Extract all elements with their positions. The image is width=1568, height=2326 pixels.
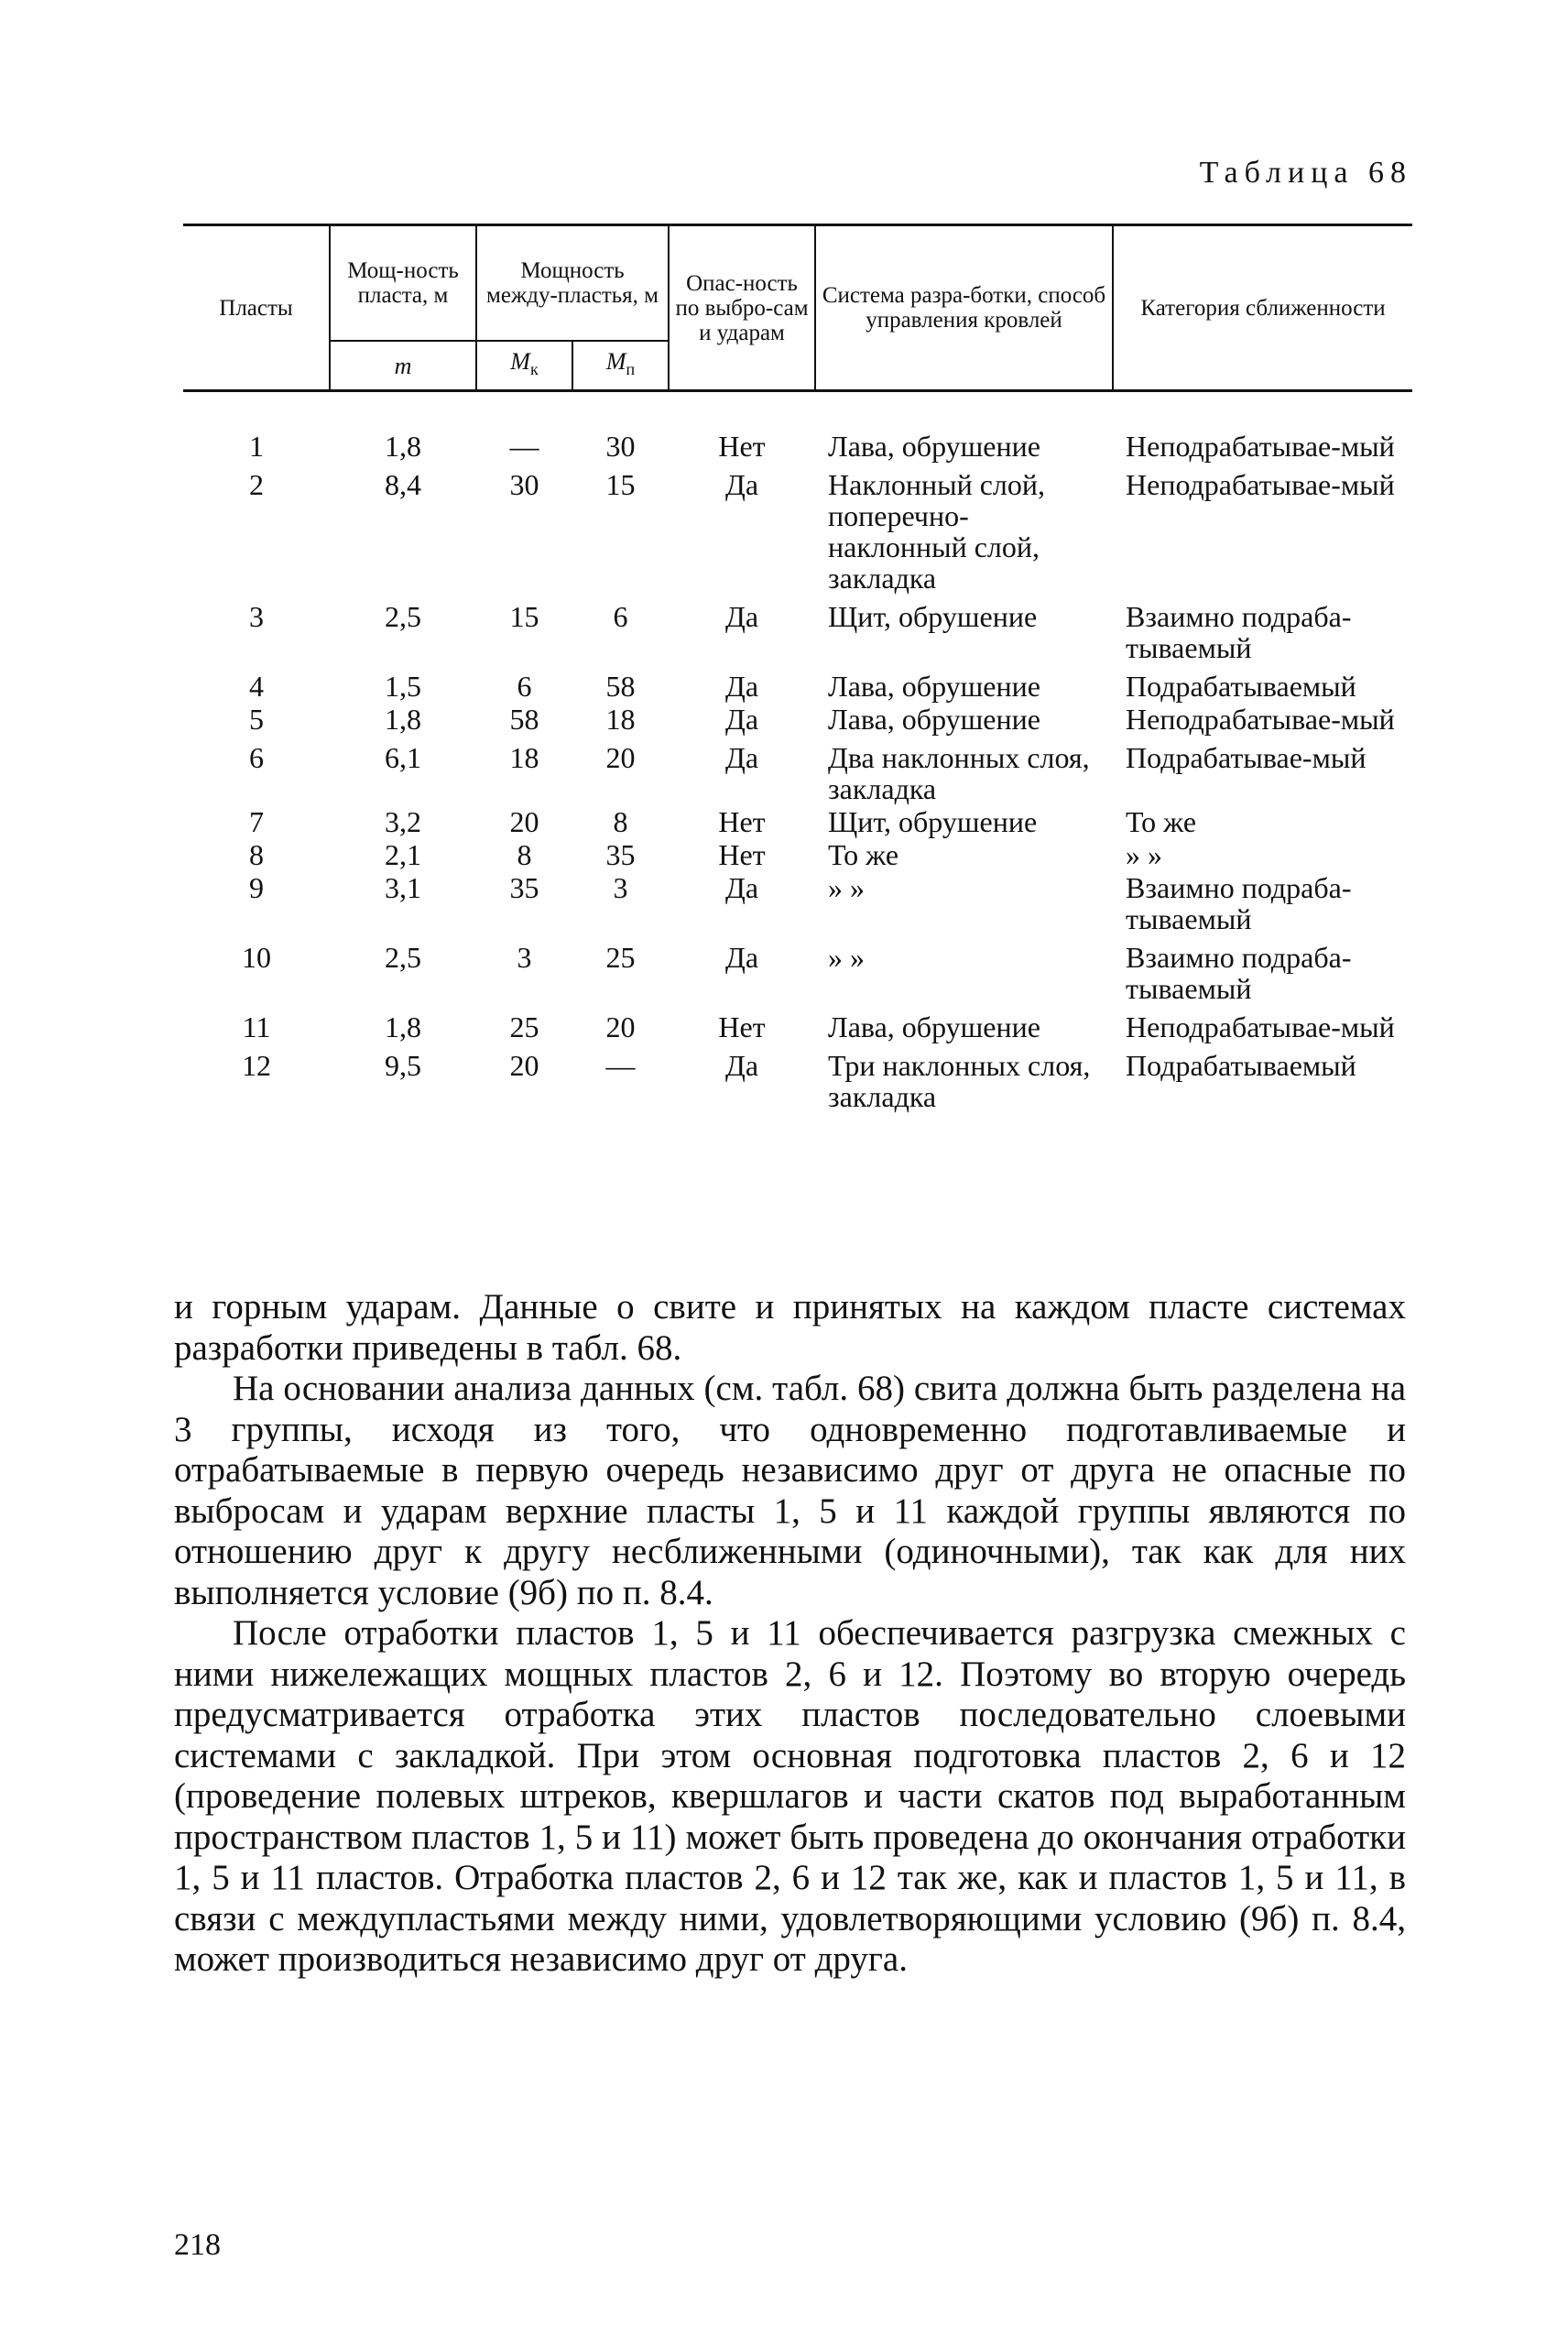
- cell-mp: 30: [605, 430, 636, 463]
- cell-m: 8,4: [385, 468, 421, 501]
- header-kategoriya: Категория сближенности: [1113, 225, 1412, 391]
- cell-m: 2,5: [385, 600, 421, 633]
- cell-mp: 6: [613, 600, 628, 633]
- table-row: [183, 839, 1412, 872]
- subheader-mk: $M_к$: [476, 341, 572, 391]
- cell-mk: 25: [509, 1010, 539, 1043]
- table-row: [183, 742, 1412, 806]
- page-number: 218: [174, 2228, 221, 2262]
- cell-category: Неподрабатывае-мый: [1126, 703, 1395, 736]
- table-row: [183, 704, 1412, 742]
- cell-m: 2,1: [385, 838, 421, 871]
- cell-system: Щит, обрушение: [828, 805, 1038, 838]
- table-row: [183, 671, 1412, 704]
- cell-danger: Нет: [718, 838, 766, 871]
- cell-category: Неподрабатывае-мый: [1126, 1010, 1395, 1043]
- cell-mk: 58: [509, 703, 539, 736]
- cell-mp: 3: [613, 871, 628, 904]
- cell-mk: 35: [509, 871, 539, 904]
- cell-danger: Да: [724, 741, 759, 774]
- table-row: [183, 942, 1412, 1011]
- cell-mk: —: [509, 430, 539, 463]
- table-row: [183, 469, 1412, 601]
- table-row: [183, 806, 1412, 839]
- seam-table: [183, 224, 1412, 1119]
- cell-mk: 15: [509, 600, 539, 633]
- subheader-mp: $M_п$: [572, 341, 669, 391]
- cell-category: То же: [1126, 805, 1197, 838]
- cell-num: 6: [249, 741, 264, 774]
- cell-m: 6,1: [385, 741, 421, 774]
- header-moshchnost: Мощ-ность пласта, м: [330, 225, 476, 342]
- cell-m: 1,8: [385, 430, 421, 463]
- header-plasty: Пласты: [183, 225, 330, 391]
- table-caption: Таблица 68: [1199, 156, 1412, 190]
- cell-num: 7: [249, 805, 264, 838]
- cell-category: Подрабатывае-мый: [1126, 741, 1367, 774]
- cell-system: Щит, обрушение: [828, 600, 1038, 633]
- cell-danger: Да: [724, 670, 759, 703]
- cell-num: 8: [249, 838, 264, 871]
- cell-system: Лава, обрушение: [828, 1010, 1040, 1043]
- paragraph: и горным ударам. Данные о свите и принятых на каждом пласте системах разработки приведены в табл. 68.: [174, 1287, 1406, 1368]
- cell-system: Лава, обрушение: [828, 670, 1040, 703]
- cell-m: 9,5: [385, 1049, 421, 1082]
- cell-system: Лава, обрушение: [828, 430, 1040, 463]
- cell-system: Три наклонных слоя, закладка: [828, 1049, 1091, 1113]
- table-row: [183, 1050, 1412, 1119]
- cell-mk: 20: [509, 805, 539, 838]
- cell-danger: Да: [724, 468, 759, 501]
- cell-m: 3,1: [385, 871, 421, 904]
- cell-num: 2: [249, 468, 264, 501]
- header-sistema: Система разра-ботки, способ управления кровлей: [815, 225, 1113, 391]
- cell-num: 5: [249, 703, 264, 736]
- cell-mk: 18: [509, 741, 539, 774]
- cell-mp: 20: [605, 741, 636, 774]
- cell-m: 1,5: [385, 670, 421, 703]
- paragraph: На основании анализа данных (см. табл. 68) свита должна быть разделена на 3 группы, исходя из того, что одновременно подготавливаемые и отрабатываемые в первую очередь независимо друг от друга не опасные по выбросам и ударам верхние пласты 1, 5 и 11 каждой группы являются по отношению друг к другу несближенными (одиночными), так как для них выполняется условие (9б) по п. 8.4.: [174, 1369, 1406, 1612]
- cell-danger: Да: [724, 871, 759, 904]
- cell-mp: 58: [605, 670, 636, 703]
- cell-mp: 15: [605, 468, 636, 501]
- cell-num: 9: [249, 871, 264, 904]
- cell-num: 1: [249, 430, 264, 463]
- cell-category: Подрабатываемый: [1126, 670, 1356, 703]
- cell-danger: Да: [724, 941, 759, 974]
- cell-category: Взаимно подраба-тываемый: [1126, 600, 1352, 664]
- cell-mp: 20: [605, 1010, 636, 1043]
- cell-danger: Да: [724, 703, 759, 736]
- cell-m: 2,5: [385, 941, 421, 974]
- cell-system: Лава, обрушение: [828, 703, 1040, 736]
- cell-system: » »: [828, 871, 865, 904]
- cell-mk: 30: [509, 468, 539, 501]
- header-opasnost: Опас-ность по выбро-сам и ударам: [669, 225, 815, 391]
- cell-category: Взаимно подраба-тываемый: [1126, 941, 1352, 1005]
- cell-system: Два наклонных слоя, закладка: [828, 741, 1090, 805]
- cell-system: Наклонный слой, поперечно-наклонный слой, закладка: [828, 468, 1045, 595]
- cell-danger: Нет: [718, 430, 766, 463]
- cell-mk: 3: [517, 941, 532, 974]
- header-moshchnost-mezhd: Мощность между-пластья, м: [476, 225, 669, 342]
- cell-m: 3,2: [385, 805, 421, 838]
- cell-m: 1,8: [385, 703, 421, 736]
- cell-num: 3: [249, 600, 264, 633]
- subheader-m: m: [330, 341, 476, 391]
- cell-num: 10: [242, 941, 271, 974]
- table-row: [183, 1011, 1412, 1050]
- table-row: [183, 872, 1412, 942]
- cell-mk: 6: [517, 670, 532, 703]
- cell-danger: Нет: [718, 1010, 766, 1043]
- table-row: [183, 391, 1412, 470]
- cell-category: Неподрабатывае-мый: [1126, 468, 1395, 501]
- cell-danger: Нет: [718, 805, 766, 838]
- table-row: [183, 601, 1412, 671]
- cell-category: Взаимно подраба-тываемый: [1126, 871, 1352, 935]
- cell-danger: Да: [724, 1049, 759, 1082]
- cell-mp: 18: [605, 703, 636, 736]
- cell-num: 11: [242, 1010, 271, 1043]
- cell-category: Неподрабатывае-мый: [1126, 430, 1395, 463]
- cell-mk: 8: [517, 838, 532, 871]
- cell-category: Подрабатываемый: [1126, 1049, 1356, 1082]
- cell-num: 12: [242, 1049, 271, 1082]
- cell-mp: 8: [613, 805, 628, 838]
- cell-danger: Да: [724, 600, 759, 633]
- cell-mp: —: [605, 1049, 636, 1082]
- cell-mp: 25: [605, 941, 636, 974]
- cell-mp: 35: [605, 838, 636, 871]
- cell-mk: 20: [509, 1049, 539, 1082]
- cell-system: » »: [828, 941, 865, 974]
- cell-category: » »: [1126, 838, 1162, 871]
- body-text: [174, 1287, 1406, 1981]
- cell-system: То же: [828, 838, 899, 871]
- paragraph: После отработки пластов 1, 5 и 11 обеспечивается разгрузка смежных с ними нижележащих мощных пластов 2, 6 и 12. Поэтому во вторую очередь предусматривается отработка этих пластов последовательно слоевыми системами с закладкой. При этом основная подготовка пластов 2, 6 и 12 (проведение полевых штреков, квершлагов и части скатов под выработанным пространством пластов 1, 5 и 11) может быть проведена до окончания отработки 1, 5 и 11 пластов. Отработка пластов 2, 6 и 12 так же, как и пластов 1, 5 и 11, в связи с междупластьями между ними, удовлетворяющими условию (9б) п. 8.4, может производиться независимо друг от друга.: [174, 1613, 1406, 1979]
- cell-num: 4: [249, 670, 264, 703]
- cell-m: 1,8: [385, 1010, 421, 1043]
